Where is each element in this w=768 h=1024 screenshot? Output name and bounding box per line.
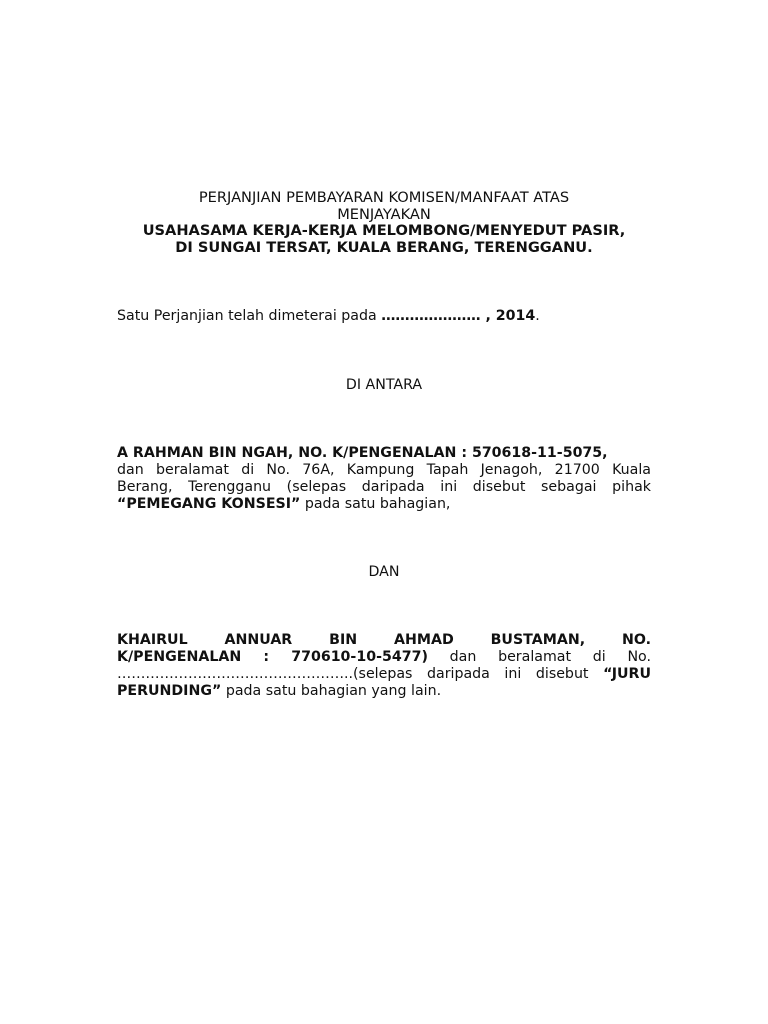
party1-role-line bbox=[117, 496, 651, 513]
party2-address-intro: dan beralamat di No. bbox=[427, 649, 651, 665]
party2-paragraph bbox=[117, 632, 651, 700]
date-blank: ………………… , 2014 bbox=[381, 308, 536, 324]
party1-role-suffix: pada satu bahagian, bbox=[300, 496, 451, 512]
party2-address-blank: …………………………………………..(selepas daripada ini disebut bbox=[117, 666, 604, 682]
party2-role-part-1: “JURU bbox=[603, 666, 651, 682]
agreement-date-line bbox=[117, 308, 540, 325]
party2-role-suffix: pada satu bahagian yang lain. bbox=[221, 683, 442, 699]
party2-role-part-2: PERUNDING” bbox=[117, 683, 222, 699]
party2-name-line-1: KHAIRUL ANNUAR BIN AHMAD BUSTAMAN, NO. bbox=[117, 632, 651, 648]
party1-address-line-2: Berang, Terengganu (selepas daripada ini disebut sebagai pihak bbox=[117, 479, 651, 495]
party1-role: “PEMEGANG KONSESI” bbox=[117, 496, 301, 512]
document-title bbox=[100, 190, 668, 256]
title-line-3: USAHASAMA KERJA-KERJA MELOMBONG/MENYEDUT PASIR, bbox=[142, 222, 626, 239]
title-line-1: PERJANJIAN PEMBAYARAN KOMISEN/MANFAAT ATAS bbox=[198, 189, 570, 206]
party1-address-line-1: dan beralamat di No. 76A, Kampung Tapah Jenagoh, 21700 Kuala bbox=[117, 462, 651, 478]
party2-address-line bbox=[117, 666, 651, 683]
date-intro-text: Satu Perjanjian telah dimeterai pada bbox=[117, 308, 382, 324]
party2-role-line bbox=[117, 683, 651, 700]
party2-id: K/PENGENALAN : 770610-10-5477) bbox=[117, 649, 428, 665]
party1-paragraph bbox=[117, 445, 651, 513]
party1-name-id: A RAHMAN BIN NGAH, NO. K/PENGENALAN : 570618-11-5075, bbox=[117, 445, 608, 461]
and-heading: DAN bbox=[368, 564, 400, 580]
title-line-4: DI SUNGAI TERSAT, KUALA BERANG, TERENGGANU. bbox=[175, 238, 593, 256]
party2-name-line-2 bbox=[117, 649, 651, 666]
between-heading: DI ANTARA bbox=[345, 377, 423, 393]
date-end: . bbox=[535, 308, 540, 324]
title-line-2: MENJAYAKAN bbox=[337, 205, 431, 223]
